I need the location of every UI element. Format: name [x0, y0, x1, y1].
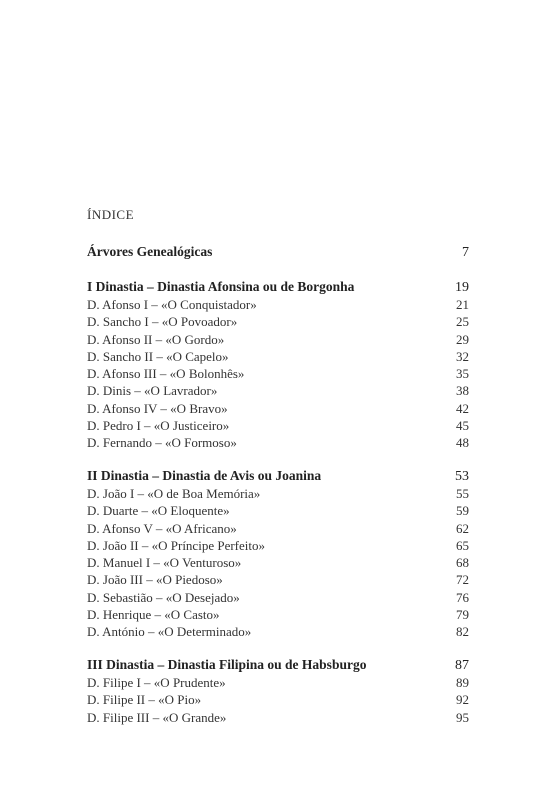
entry-label: D. João II – «O Príncipe Perfeito» [87, 537, 265, 553]
entry-label: D. António – «O Determinado» [87, 624, 252, 640]
entry-label: D. Sancho II – «O Capelo» [87, 348, 229, 364]
toc-entry[interactable] [87, 537, 469, 554]
toc-entry[interactable] [87, 382, 469, 399]
entry-page: 32 [456, 348, 469, 364]
entry-page: 38 [456, 383, 469, 399]
toc-entry[interactable] [87, 520, 469, 537]
toc-heading[interactable] [87, 243, 469, 261]
entry-label: D. Henrique – «O Casto» [87, 607, 220, 623]
entry-page: 59 [456, 503, 469, 519]
entry-page: 48 [456, 435, 469, 451]
entry-label: D. Dinis – «O Lavrador» [87, 383, 218, 399]
section-page: 19 [455, 280, 469, 295]
entry-page: 89 [456, 675, 469, 690]
entry-label: D. Filipe I – «O Prudente» [87, 675, 226, 690]
entry-page: 29 [456, 331, 469, 347]
entry-label: D. João I – «O de Boa Memória» [87, 486, 261, 501]
toc-entry[interactable] [87, 296, 469, 313]
entry-label: D. Afonso II – «O Gordo» [87, 331, 225, 347]
toc-entry[interactable] [87, 485, 469, 502]
entry-page: 79 [456, 607, 469, 623]
toc-entry[interactable] [87, 348, 469, 365]
toc-entry[interactable] [87, 434, 469, 451]
toc-entry[interactable] [87, 331, 469, 348]
toc-section-3 [87, 656, 469, 726]
toc-entry[interactable] [87, 606, 469, 623]
toc-heading-page: 7 [462, 245, 469, 260]
entry-label: D. Afonso I – «O Conquistador» [87, 297, 257, 312]
entry-page: 55 [456, 486, 469, 501]
toc-arvores [87, 243, 469, 261]
entry-label: D. Duarte – «O Eloquente» [87, 503, 230, 519]
entry-label: D. Afonso IV – «O Bravo» [87, 400, 228, 416]
entry-label: D. Manuel I – «O Venturoso» [87, 555, 242, 571]
entry-page: 62 [456, 520, 469, 536]
entry-page: 95 [456, 709, 469, 725]
entry-label: D. Afonso V – «O Africano» [87, 520, 237, 536]
entry-label: D. Filipe II – «O Pio» [87, 692, 202, 708]
entry-label: D. Pedro I – «O Justiceiro» [87, 418, 230, 434]
entry-page: 65 [456, 537, 469, 553]
entry-label: D. Fernando – «O Formoso» [87, 435, 237, 451]
toc-entry[interactable] [87, 623, 469, 640]
toc-entry[interactable] [87, 571, 469, 588]
section-title: II Dinastia – Dinastia de Avis ou Joanina [87, 468, 322, 483]
section-title: III Dinastia – Dinastia Filipina ou de Habsburgo [87, 657, 367, 672]
entry-label: D. Sancho I – «O Povoador» [87, 314, 238, 330]
entry-label: D. Filipe III – «O Grande» [87, 709, 227, 725]
page-title: ÍNDICE [87, 207, 135, 222]
entry-label: D. Afonso III – «O Bolonhês» [87, 366, 245, 382]
entry-page: 82 [456, 624, 469, 640]
section-title: I Dinastia – Dinastia Afonsina ou de Borgonha [87, 279, 355, 294]
entry-page: 45 [456, 418, 469, 434]
toc-entry[interactable] [87, 691, 469, 708]
entry-page: 42 [456, 400, 469, 416]
toc-entry[interactable] [87, 313, 469, 330]
toc-entry[interactable] [87, 554, 469, 571]
section-page: 53 [455, 469, 469, 484]
toc-entry[interactable] [87, 674, 469, 691]
toc-entry[interactable] [87, 589, 469, 606]
toc-entry[interactable] [87, 709, 469, 726]
toc-entry[interactable] [87, 365, 469, 382]
toc-section-1 [87, 278, 469, 452]
entry-label: D. João III – «O Piedoso» [87, 572, 223, 588]
toc-entry[interactable] [87, 400, 469, 417]
toc-section-heading[interactable] [87, 467, 469, 485]
entry-label: D. Sebastião – «O Desejado» [87, 589, 240, 605]
entry-page: 72 [456, 572, 469, 588]
toc-entry[interactable] [87, 502, 469, 519]
entry-page: 76 [456, 589, 469, 605]
toc-section-2 [87, 467, 469, 641]
entry-page: 68 [456, 555, 469, 571]
entry-page: 35 [456, 366, 469, 382]
toc-section-heading[interactable] [87, 278, 469, 296]
section-page: 87 [455, 658, 469, 673]
toc-section-heading[interactable] [87, 656, 469, 674]
toc-entry[interactable] [87, 417, 469, 434]
entry-page: 21 [456, 297, 469, 312]
entry-page: 92 [456, 692, 469, 708]
entry-page: 25 [456, 314, 469, 330]
toc-heading-label: Árvores Genealógicas [87, 244, 213, 259]
